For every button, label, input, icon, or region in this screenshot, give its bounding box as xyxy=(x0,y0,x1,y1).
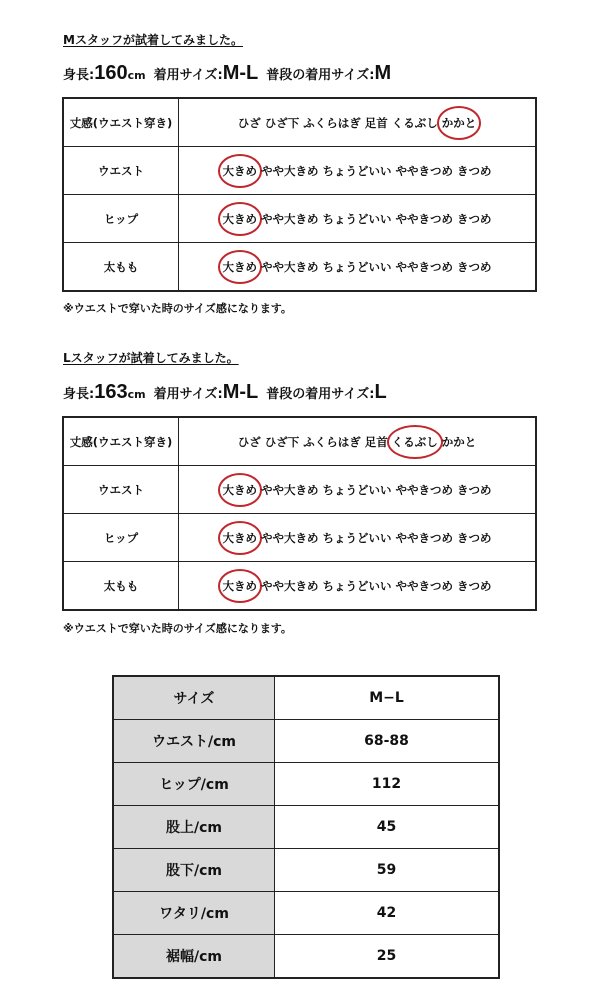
fit-option: ややきつめ xyxy=(395,578,453,593)
size-key: サイズ xyxy=(113,676,275,720)
fit-options xyxy=(179,562,537,611)
size-value: 45 xyxy=(275,806,500,849)
fit-option: ひざ xyxy=(237,434,261,449)
size-table-row xyxy=(113,763,499,806)
fit-option: ふくらはぎ xyxy=(303,115,361,130)
usual-size-value: M xyxy=(374,62,392,84)
height-unit: cm xyxy=(127,388,146,401)
fit-option: ひざ xyxy=(237,115,261,130)
size-label: 着用サイズ: xyxy=(153,387,223,402)
size-value: 68-88 xyxy=(275,720,500,763)
fit-option: やや大きめ xyxy=(261,578,319,593)
fit-options xyxy=(179,514,537,562)
fit-option: やや大きめ xyxy=(261,530,319,545)
fit-option: やや大きめ xyxy=(261,259,319,274)
fit-option-selected: 大きめ xyxy=(222,211,257,226)
size-value: 59 xyxy=(275,849,500,892)
fit-option: ややきつめ xyxy=(395,530,453,545)
size-key: ヒップ/cm xyxy=(113,763,275,806)
fit-options xyxy=(179,147,537,195)
spec-line-m xyxy=(63,62,391,85)
fit-option: ちょうどいい xyxy=(322,211,392,226)
fit-row-label: 太もも xyxy=(63,562,179,611)
fit-option: ちょうどいい xyxy=(322,578,392,593)
fit-row xyxy=(63,147,536,195)
size-label: 着用サイズ: xyxy=(153,68,223,83)
fit-option: きつめ xyxy=(457,578,492,593)
fit-option: やや大きめ xyxy=(261,482,319,497)
fit-option: きつめ xyxy=(457,211,492,226)
fit-row xyxy=(63,514,536,562)
fit-option: 足首 xyxy=(364,434,388,449)
fit-options xyxy=(179,466,537,514)
size-value: 112 xyxy=(275,763,500,806)
fit-row-label: ウエスト xyxy=(63,147,179,195)
fit-row-label: 丈感(ウエスト穿き) xyxy=(63,417,179,466)
fit-option: きつめ xyxy=(457,530,492,545)
fit-option: ちょうどいい xyxy=(322,530,392,545)
height-unit: cm xyxy=(127,69,146,82)
usual-size-label: 普段の着用サイズ: xyxy=(266,387,375,402)
fit-options xyxy=(179,195,537,243)
size-table xyxy=(112,675,500,979)
usual-size-label: 普段の着用サイズ: xyxy=(266,68,375,83)
fit-option: ひざ下 xyxy=(264,434,300,449)
size-table-row xyxy=(113,892,499,935)
fit-row-label: ヒップ xyxy=(63,514,179,562)
fit-option: きつめ xyxy=(457,163,492,178)
size-value: M−L xyxy=(275,676,500,720)
fit-option: ふくらはぎ xyxy=(303,434,361,449)
fit-row xyxy=(63,466,536,514)
fit-options xyxy=(179,98,537,147)
fit-row xyxy=(63,195,536,243)
fit-option: きつめ xyxy=(457,482,492,497)
fit-row xyxy=(63,98,536,147)
fit-row xyxy=(63,243,536,292)
section-title-m: Mスタッフが試着してみました。 xyxy=(63,33,243,47)
size-value: M-L xyxy=(222,62,259,84)
fit-note-m: ※ウエストで穿いた時のサイズ感になります。 xyxy=(63,302,292,315)
size-key: ワタリ/cm xyxy=(113,892,275,935)
fit-table-l xyxy=(62,416,537,611)
height-label: 身長: xyxy=(63,387,95,402)
fit-option-selected: 大きめ xyxy=(222,259,257,274)
fit-option: ややきつめ xyxy=(395,163,453,178)
fit-option: ややきつめ xyxy=(395,259,453,274)
height-value: 160 xyxy=(94,62,128,84)
size-key: 股上/cm xyxy=(113,806,275,849)
fit-row xyxy=(63,417,536,466)
fit-option: やや大きめ xyxy=(261,163,319,178)
fit-option: くるぶし xyxy=(391,115,438,130)
size-value: 25 xyxy=(275,935,500,979)
height-label: 身長: xyxy=(63,68,95,83)
fit-row-label: ヒップ xyxy=(63,195,179,243)
usual-size-value: L xyxy=(374,381,387,403)
fit-option: きつめ xyxy=(457,259,492,274)
fit-note-l: ※ウエストで穿いた時のサイズ感になります。 xyxy=(63,622,292,635)
height-value: 163 xyxy=(94,381,128,403)
size-value: 42 xyxy=(275,892,500,935)
fit-option: ひざ下 xyxy=(264,115,300,130)
size-key: ウエスト/cm xyxy=(113,720,275,763)
fit-option: 足首 xyxy=(364,115,388,130)
fit-option: ちょうどいい xyxy=(322,163,392,178)
fit-options xyxy=(179,243,537,292)
size-key: 裾幅/cm xyxy=(113,935,275,979)
fit-row xyxy=(63,562,536,611)
size-table-row xyxy=(113,806,499,849)
fit-row-label: 丈感(ウエスト穿き) xyxy=(63,98,179,147)
fit-option: ややきつめ xyxy=(395,211,453,226)
fit-row-label: ウエスト xyxy=(63,466,179,514)
fit-option-selected: 大きめ xyxy=(222,578,257,593)
size-table-row xyxy=(113,849,499,892)
fit-option: ちょうどいい xyxy=(322,482,392,497)
size-table-row xyxy=(113,720,499,763)
size-table-header xyxy=(113,676,499,720)
fit-option-selected: かかと xyxy=(441,115,477,130)
section-title-l: Lスタッフが試着してみました。 xyxy=(63,351,239,365)
fit-option: かかと xyxy=(441,434,477,449)
fit-option-selected: くるぶし xyxy=(391,434,438,449)
fit-row-label: 太もも xyxy=(63,243,179,292)
fit-table-m xyxy=(62,97,537,292)
fit-option-selected: 大きめ xyxy=(222,530,257,545)
fit-option-selected: 大きめ xyxy=(222,482,257,497)
size-table-row xyxy=(113,935,499,979)
fit-option: ちょうどいい xyxy=(322,259,392,274)
fit-option: やや大きめ xyxy=(261,211,319,226)
fit-option: ややきつめ xyxy=(395,482,453,497)
fit-options xyxy=(179,417,537,466)
size-key: 股下/cm xyxy=(113,849,275,892)
spec-line-l xyxy=(63,381,387,404)
size-value: M-L xyxy=(222,381,259,403)
fit-option-selected: 大きめ xyxy=(222,163,257,178)
